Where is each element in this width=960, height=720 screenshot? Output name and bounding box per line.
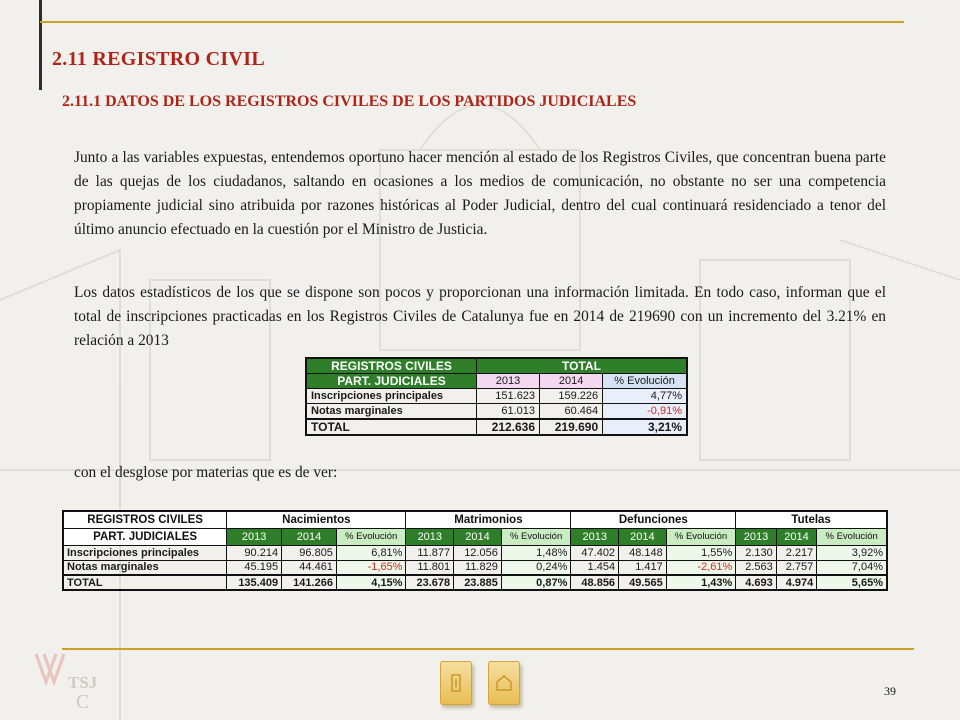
- cell: 11.801: [406, 560, 454, 575]
- cell-2013: 212.636: [476, 419, 539, 435]
- cell-2014: 159.226: [540, 389, 603, 404]
- row-label: Inscripciones principales: [306, 389, 476, 404]
- summary-group-header: TOTAL: [476, 358, 687, 374]
- total-row: [63, 575, 887, 590]
- evolution-header: % Evolución: [501, 528, 571, 545]
- cell: 44.461: [282, 560, 337, 575]
- cell-evolution: -1,65%: [336, 560, 406, 575]
- subsection-title: 2.11.1 DATOS DE LOS REGISTROS CIVILES DE LOS PARTIDOS JUDICIALES: [62, 93, 637, 110]
- cell: 2.757: [776, 560, 817, 575]
- tsjc-logo: [30, 648, 110, 714]
- cell-evolution: 0,24%: [501, 560, 571, 575]
- cell-evolution: 1,55%: [666, 545, 736, 560]
- row-label: Notas marginales: [63, 560, 227, 575]
- left-accent-bar: [39, 0, 42, 90]
- cell: 45.195: [227, 560, 282, 575]
- cell-evolution: 3,92%: [817, 545, 887, 560]
- cell: 48.148: [619, 545, 667, 560]
- detail-table: [62, 510, 888, 591]
- cell: 4.693: [736, 575, 777, 590]
- cell-evolution: 0,87%: [501, 575, 571, 590]
- cell-evolution: 7,04%: [817, 560, 887, 575]
- category-matrimonios: Matrimonios: [406, 511, 571, 528]
- paragraph-breakdown: con el desglose por materias que es de ver:: [74, 464, 338, 481]
- cell-evolution: 6,81%: [336, 545, 406, 560]
- cell: 11.877: [406, 545, 454, 560]
- cell: 1.417: [619, 560, 667, 575]
- table-row: [63, 545, 887, 560]
- cell: 49.565: [619, 575, 667, 590]
- cell-2013: 61.013: [476, 404, 539, 419]
- cell: 48.856: [571, 575, 619, 590]
- year-2014: 2014: [454, 528, 502, 545]
- cell-evolution: -0,91%: [603, 404, 687, 419]
- table-row: [306, 404, 687, 419]
- summary-year-2014: 2014: [540, 374, 603, 389]
- summary-evolution-header: % Evolución: [603, 374, 687, 389]
- table-row: [306, 389, 687, 404]
- bottom-rule: [62, 648, 914, 650]
- cell: 23.678: [406, 575, 454, 590]
- cell: 1.454: [571, 560, 619, 575]
- category-tutelas: Tutelas: [736, 511, 887, 528]
- section-title: 2.11 REGISTRO CIVIL: [52, 48, 265, 70]
- category-defunciones: Defunciones: [571, 511, 736, 528]
- cell: 47.402: [571, 545, 619, 560]
- cell-evolution: 3,21%: [603, 419, 687, 435]
- cell: 11.829: [454, 560, 502, 575]
- cell-evolution: 1,48%: [501, 545, 571, 560]
- cell-evolution: 5,65%: [817, 575, 887, 590]
- cell-2013: 151.623: [476, 389, 539, 404]
- year-2013: 2013: [227, 528, 282, 545]
- evolution-header: % Evolución: [817, 528, 887, 545]
- year-2014: 2014: [619, 528, 667, 545]
- cell: 141.266: [282, 575, 337, 590]
- summary-title1: REGISTROS CIVILES: [306, 358, 476, 374]
- table-row: [63, 560, 887, 575]
- total-row: [306, 419, 687, 435]
- summary-title2: PART. JUDICIALES: [306, 374, 476, 389]
- evolution-header: % Evolución: [666, 528, 736, 545]
- logo-text: TSJ: [68, 673, 98, 692]
- paragraph-intro: Junto a las variables expuestas, entendemos oportuno hacer mención al estado de los Registros Civiles, que concentran buena parte de las quejas de los ciudadanos, saltando en ocasiones a los medios de comunicación, no obstante no ser una competencia propiamente judicial sino atribuida por razones históricas al Poder Judicial, dentro del cual continuará residenciado a tenor del último anuncio efectuado en la cuestión por el Ministro de Justicia.: [74, 149, 886, 238]
- cell-evolution: -2,61%: [666, 560, 736, 575]
- year-2013: 2013: [736, 528, 777, 545]
- cell: 23.885: [454, 575, 502, 590]
- top-rule: [40, 21, 904, 23]
- cell: 12.056: [454, 545, 502, 560]
- page-icon: [449, 673, 463, 693]
- logo-letter: C: [76, 691, 90, 713]
- row-label: Inscripciones principales: [63, 545, 227, 560]
- cell: 135.409: [227, 575, 282, 590]
- year-2013: 2013: [571, 528, 619, 545]
- summary-year-2013: 2013: [476, 374, 539, 389]
- cell-2014: 219.690: [540, 419, 603, 435]
- year-2014: 2014: [282, 528, 337, 545]
- cell-evolution: 4,77%: [603, 389, 687, 404]
- summary-table: [305, 357, 688, 436]
- home-button[interactable]: [488, 661, 520, 705]
- detail-title1: REGISTROS CIVILES: [63, 511, 227, 528]
- cell-2014: 60.464: [540, 404, 603, 419]
- year-2014: 2014: [776, 528, 817, 545]
- year-2013: 2013: [406, 528, 454, 545]
- previous-page-button[interactable]: [440, 661, 472, 705]
- cell-evolution: 4,15%: [336, 575, 406, 590]
- page-number: 39: [884, 684, 896, 698]
- evolution-header: % Evolución: [336, 528, 406, 545]
- cell: 4.974: [776, 575, 817, 590]
- cell: 90.214: [227, 545, 282, 560]
- cell: 2.217: [776, 545, 817, 560]
- total-label: TOTAL: [63, 575, 227, 590]
- row-label: Notas marginales: [306, 404, 476, 419]
- cell-evolution: 1,43%: [666, 575, 736, 590]
- paragraph-statistics: Los datos estadísticos de los que se dispone son pocos y proporcionan una información limitada. En todo caso, informan que el total de inscripciones practicadas en los Registros Civiles de Catalunya fue en 2014 de 219690 con un incremento del 3.21% en relación a 2013: [74, 284, 886, 349]
- cell: 2.563: [736, 560, 777, 575]
- cell: 2.130: [736, 545, 777, 560]
- category-nacimientos: Nacimientos: [227, 511, 406, 528]
- detail-title2: PART. JUDICIALES: [63, 528, 227, 545]
- total-label: TOTAL: [306, 419, 476, 435]
- cell: 96.805: [282, 545, 337, 560]
- home-icon: [495, 673, 513, 693]
